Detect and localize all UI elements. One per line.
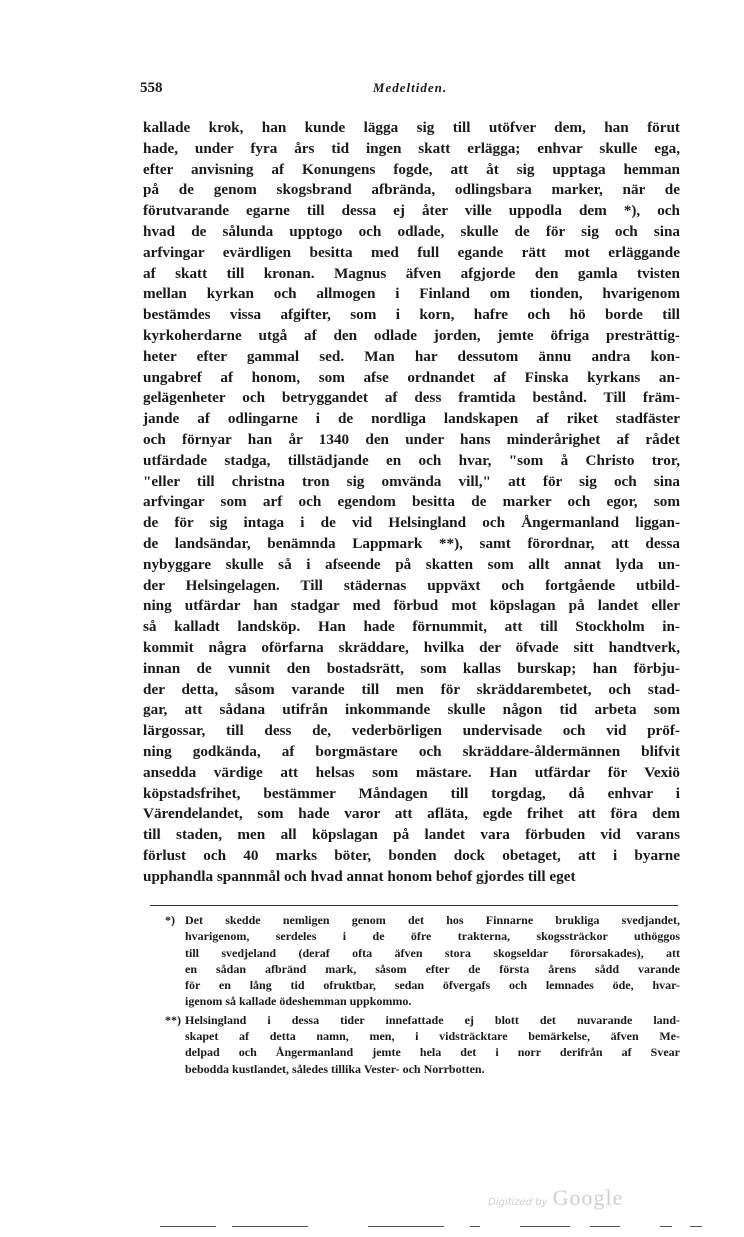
page-header [140, 80, 680, 104]
edge-mark [520, 1226, 570, 1227]
footnote-line: en sådan afbränd mark, såsom efter de första årens sådd varande [185, 961, 680, 976]
edge-mark [368, 1226, 444, 1227]
body-line: gar, att sådana utifrån inkommande skulle någon tid arbeta som [143, 701, 680, 719]
body-line: på de genom skogsbrand afbrända, odlingsbara marker, när de [143, 181, 680, 199]
edge-mark [232, 1226, 308, 1227]
body-text [143, 118, 680, 887]
body-line: gelägenheter och betryggandet af dess framtida bestånd. Till främ- [143, 389, 680, 407]
body-line: innan de vunnit den bostadsrätt, som kallas burskap; han förbju- [143, 659, 680, 677]
body-line: ning utfärdar han stadgar med förbud mot köpslagan på landet eller [143, 597, 680, 615]
edge-mark [470, 1226, 480, 1227]
watermark-prefix: Digitized by [488, 1197, 548, 1208]
body-line: jande af odlingarne i de nordliga landskapen af riket stadfäster [143, 410, 680, 428]
footnote-1 [165, 912, 680, 1010]
body-line: förutvarande egarne till dessa ej åter ville uppodla dem *), och [143, 202, 680, 220]
body-line: mellan kyrkan och allmogen i Finland om tionden, hvarigenom [143, 285, 680, 303]
footnote-line: till svedjeland (deraf ofta äfven stora skogseldar förorsakades), att [185, 945, 680, 960]
body-line: ungabref af honom, som afse ordnandet af Finska kyrkans an- [143, 368, 680, 386]
body-line: Värendelandet, som hade varor att afläta, egde frihet att föra dem [143, 805, 680, 823]
body-line: hade, under fyra års tid ingen skatt erlägga; enhvar skulle ega, [143, 139, 680, 157]
body-line: köpstadsfrihet, bestämmer Måndagen till torgdag, då enhvar i [143, 784, 680, 802]
running-title: Medeltiden. [372, 80, 448, 95]
edge-mark [690, 1226, 702, 1227]
footnote-line: delpad och Ångermanland jemte hela det i norr derifrån af Svear [185, 1045, 680, 1060]
footnote-line: skapet af detta namn, men, i vidsträcktare bemärkelse, äfven Me- [185, 1029, 680, 1044]
body-line: efter anvisning af Konungens fogde, att åt sig upptaga hemman [143, 160, 680, 178]
body-line: bestämdes vissa afgifter, som i korn, hafre och hö borde till [143, 306, 680, 324]
body-line: förlust och 40 marks böter, bonden dock obetaget, att i byarne [143, 846, 680, 864]
body-line: kommit några oförfarna skräddare, hvilka der öfvade sitt handtverk, [143, 638, 680, 656]
body-line: utfärdade stadga, tillstädjande en och hvar, "som å Christo tror, [143, 451, 680, 469]
body-line: arfvingar som arf och egendom besitta de marker och egor, som [143, 493, 680, 511]
body-line: lärgossar, till dess de, vederbörligen undervisade och vid pröf- [143, 722, 680, 740]
body-line: så kalladt landsköp. Han hade förnummit, att till Stockholm in- [143, 618, 680, 636]
footnote-marker: **) [165, 1012, 181, 1027]
body-line: hvad de sålunda upptogo och odlade, skulle de för sig och sina [143, 222, 680, 240]
footnote-line: bebodda kustlandet, således tillika Vester- och Norrbotten. [185, 1061, 485, 1076]
watermark-brand: Google [552, 1185, 624, 1210]
edge-mark [590, 1226, 620, 1227]
footnote-line: Det skedde nemligen genom det hos Finnarne brukliga svedjandet, [185, 913, 680, 927]
footnotes [165, 912, 680, 1079]
body-line: ning godkända, af borgmästare och skräddare-åldermännen blifvit [143, 742, 680, 760]
scan-edge-marks [0, 1226, 744, 1232]
body-line: ansedda värdige att helsas som mästare. Han utfärdar för Vexiö [143, 763, 680, 781]
edge-mark [660, 1226, 672, 1227]
body-line: "eller till christna tron sig omvända vill," att för sig och sina [143, 472, 680, 490]
body-line: af skatt till kronan. Magnus äfven afgjorde den gamla tvisten [143, 264, 680, 282]
body-line: kallade krok, han kunde lägga sig till utöfver dem, han förut [143, 119, 680, 136]
footnote-line: Helsingland i dessa tider innefattade ej blott det nuvarande land- [185, 1012, 680, 1027]
body-line: de för sig intaga i de vid Helsingland och Ångermanland liggan- [143, 514, 680, 532]
body-line: kyrkoherdarne utgå af den odlade jorden, jemte öfriga presträttig- [143, 326, 680, 344]
footnote-divider [150, 905, 678, 906]
footnote-marker: *) [165, 913, 175, 927]
footnote-2 [165, 1012, 680, 1077]
footnote-line: hvarigenom, serdeles i de öfre trakterna, skogssträckor uthöggos [185, 929, 680, 944]
body-line: de landsändar, benämnda Lappmark **), samt förordnar, att dessa [143, 534, 680, 552]
body-line: nybyggare skulle så i afseende på skatten som allt annat lyda un- [143, 555, 680, 573]
footnote-line: för en lång tid ofruktbar, sedan öfvergafs och lemnades öde, hvar- [185, 978, 680, 993]
body-line: arfvingar evärdligen besitta med full egande rätt mot erläggande [143, 243, 680, 261]
digitized-watermark [488, 1185, 623, 1211]
edge-mark [160, 1226, 216, 1227]
body-line: heter efter gammal sed. Man har dessutom ännu andra kon- [143, 347, 680, 365]
page-number: 558 [140, 80, 163, 96]
body-line: der detta, såsom varande till men för skräddarembetet, och stad- [143, 680, 680, 698]
body-line: till staden, men all köpslagan på landet vara förbuden vid varans [143, 826, 680, 844]
body-line: upphandla spannmål och hvad annat honom behof gjordes till eget [143, 867, 576, 885]
footnote-line: igenom så kallade ödeshemman uppkommo. [185, 994, 412, 1009]
body-line: der Helsingelagen. Till städernas uppväxt och fortgående utbild- [143, 576, 680, 594]
body-line: och förnyar han år 1340 den under hans minderårighet af rådet [143, 430, 680, 448]
